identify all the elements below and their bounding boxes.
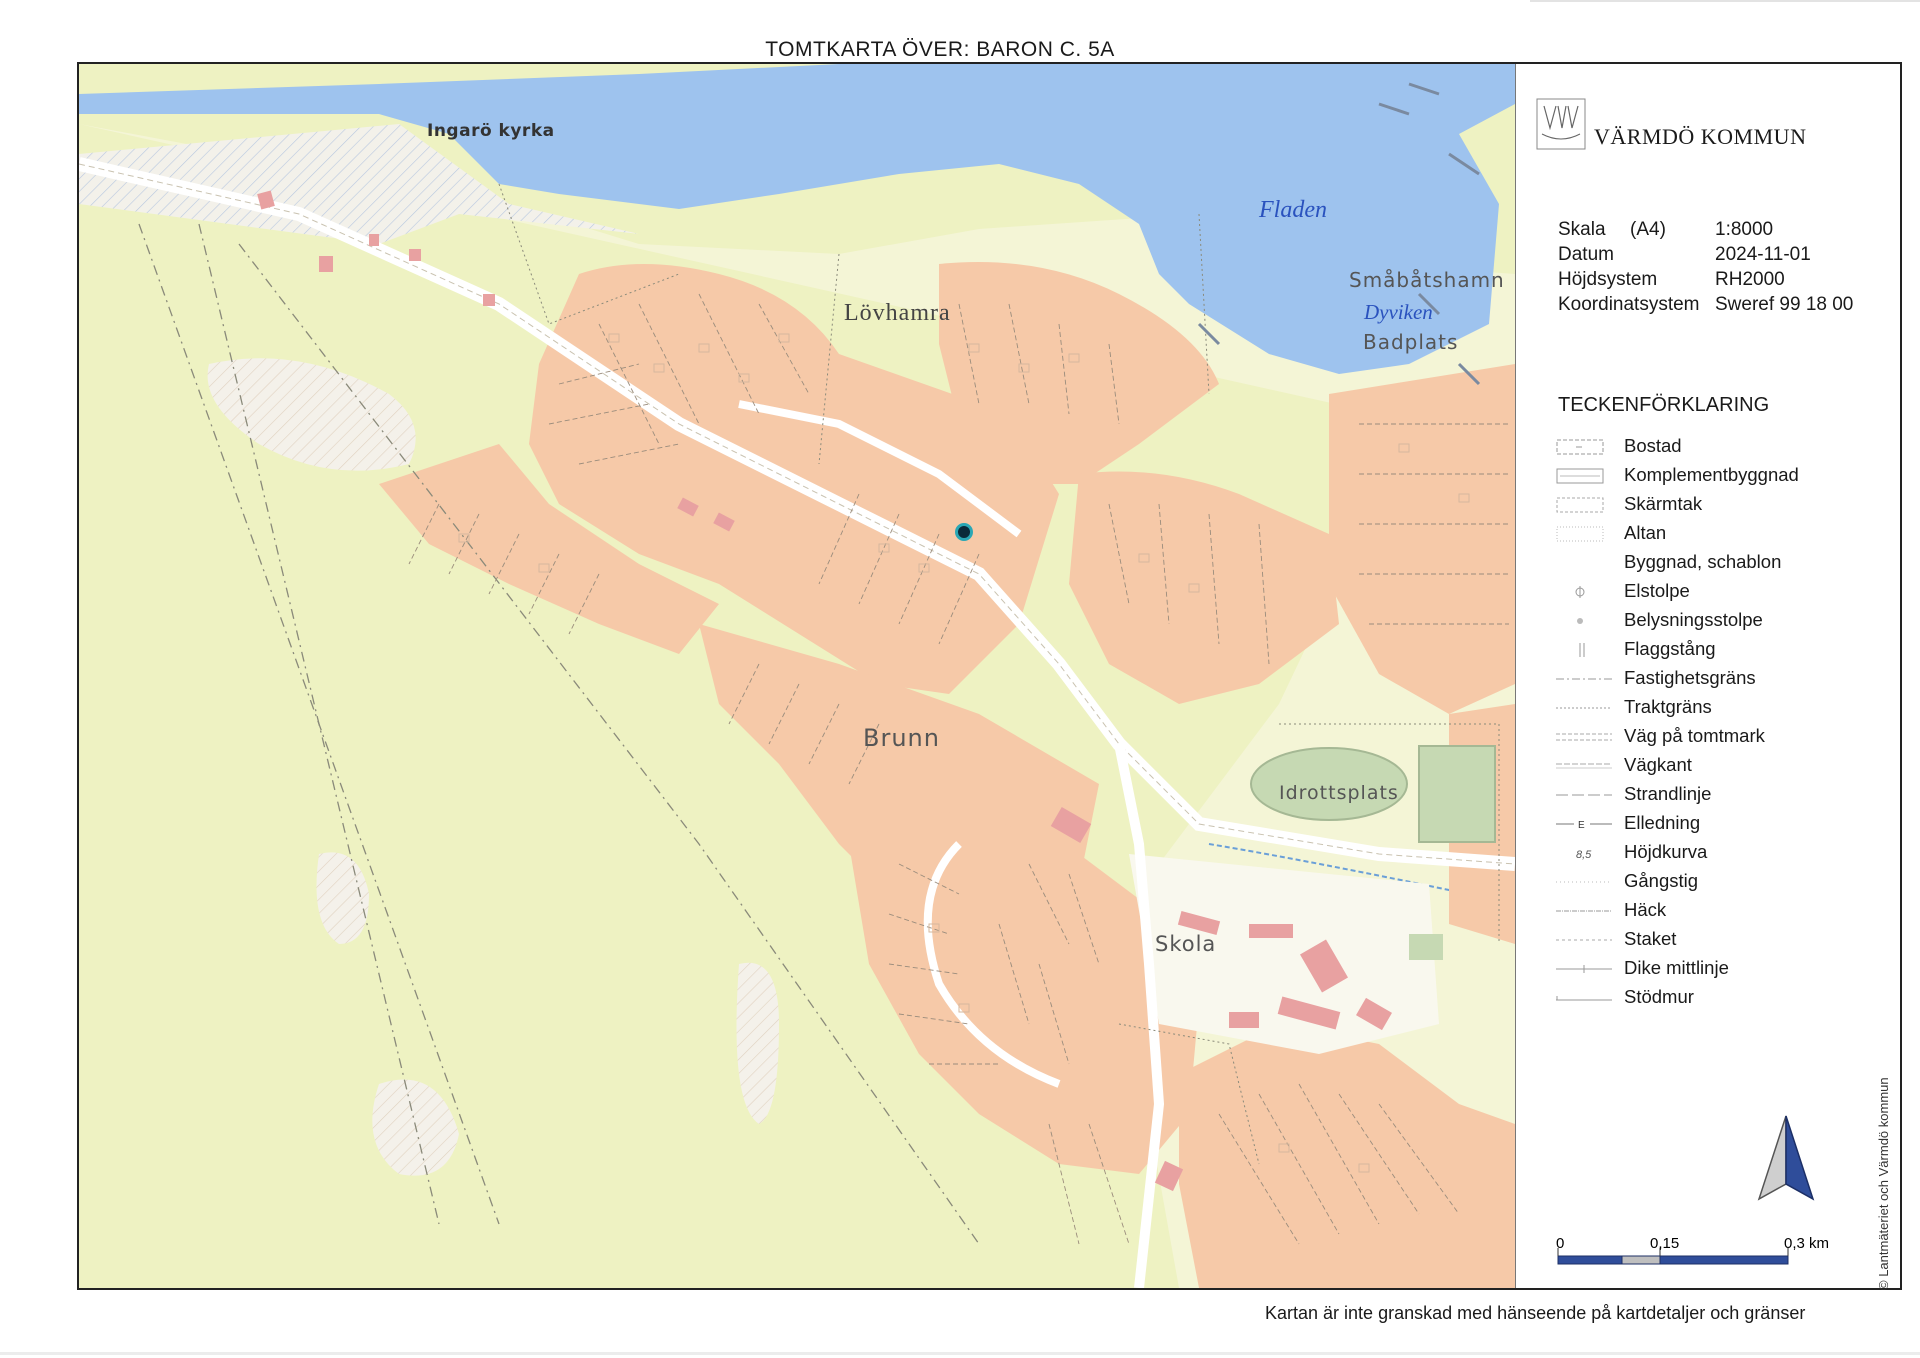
scale-tick-0: 0 — [1556, 1235, 1565, 1252]
legend-label: Vägkant — [1624, 754, 1692, 775]
flag-icon — [1556, 642, 1614, 658]
scale-bar — [1556, 1234, 1856, 1278]
label-beach: Badplats — [1363, 330, 1459, 354]
road-on-lot-line-icon — [1556, 729, 1614, 745]
legend-label: Altan — [1624, 522, 1667, 543]
football-field — [1419, 746, 1495, 842]
fence-line-icon — [1556, 932, 1614, 948]
meta-scale-value: 1:8000 — [1715, 219, 1774, 240]
disclaimer: Kartan är inte granskad med hänseende på kartdetaljer och gränser — [1265, 1303, 1806, 1323]
label-district-south: Brunn — [863, 724, 940, 752]
scale-tick-1: 0,15 — [1650, 1235, 1680, 1252]
scale-tick-2: 0,3 km — [1784, 1235, 1830, 1252]
legend-label: Höjdkurva — [1624, 841, 1708, 862]
legend-item — [1556, 840, 1896, 869]
powerline-icon — [1556, 816, 1614, 832]
building-template-symbol-icon — [1556, 555, 1614, 571]
legend-item — [1556, 637, 1896, 666]
north-arrow-icon — [1751, 1114, 1821, 1204]
residence-symbol-icon — [1556, 439, 1614, 455]
legend-label: Elledning — [1624, 812, 1701, 833]
patio-symbol-icon — [1556, 526, 1614, 542]
legend-label: Dike mittlinje — [1624, 957, 1729, 978]
meta-coord-system-label: Koordinatsystem — [1558, 294, 1700, 315]
organization-name: VÄRMDÖ KOMMUN — [1594, 124, 1807, 149]
meta-date-value: 2024-11-01 — [1715, 244, 1811, 265]
property-location-marker[interactable] — [955, 523, 973, 541]
tract-boundary-line-icon — [1556, 700, 1614, 716]
hedge-line-icon — [1556, 903, 1614, 919]
info-panel — [1516, 64, 1900, 1288]
legend-item — [1556, 608, 1896, 637]
canopy-symbol-icon — [1556, 497, 1614, 513]
label-harbor: Småbåtshamn — [1349, 268, 1505, 292]
map-sheet-frame — [77, 62, 1902, 1290]
legend-item — [1556, 434, 1896, 463]
powerline-mark: E — [1578, 820, 1585, 831]
legend-label: Traktgräns — [1624, 696, 1712, 717]
meta-height-system-value: RH2000 — [1715, 269, 1785, 290]
legend — [1556, 434, 1896, 1014]
contour-icon — [1556, 845, 1614, 861]
legend-item — [1556, 724, 1896, 753]
map-canvas[interactable] — [79, 64, 1516, 1288]
legend-label: Staket — [1624, 928, 1677, 949]
legend-label: Stödmur — [1624, 986, 1694, 1007]
legend-title: TECKENFÖRKLARING — [1558, 394, 1770, 416]
footpath-line-icon — [1556, 874, 1614, 890]
contour-mark: 8,5 — [1576, 849, 1592, 861]
label-school: Skola — [1155, 932, 1217, 956]
legend-item — [1556, 927, 1896, 956]
retaining-wall-line-icon — [1556, 990, 1614, 1006]
legend-label: Komplementbyggnad — [1624, 464, 1799, 485]
legend-item — [1556, 550, 1896, 579]
ditch-line-icon — [1556, 961, 1614, 977]
lamp-icon — [1556, 613, 1614, 629]
label-sports-ground: Idrottsplats — [1279, 782, 1399, 804]
legend-item — [1556, 753, 1896, 782]
legend-label: Flaggstång — [1624, 638, 1716, 659]
municipality-logo-icon — [1536, 98, 1586, 150]
legend-item — [1556, 898, 1896, 927]
road-edge-line-icon — [1556, 758, 1614, 774]
legend-item — [1556, 492, 1896, 521]
legend-item — [1556, 811, 1896, 840]
legend-item — [1556, 869, 1896, 898]
legend-item — [1556, 521, 1896, 550]
label-lake: Fladen — [1259, 197, 1327, 223]
pole-icon — [1556, 584, 1614, 600]
legend-label: Byggnad, schablon — [1624, 551, 1782, 572]
map-title: TOMTKARTA ÖVER: BARON C. 5A — [765, 38, 1115, 61]
legend-label: Fastighetsgräns — [1624, 667, 1756, 688]
scan-edge — [1530, 0, 1920, 2]
legend-item — [1556, 956, 1896, 985]
legend-label: Skärmtak — [1624, 493, 1703, 514]
label-bay: Dyviken — [1364, 300, 1433, 324]
meta-height-system-label: Höjdsystem — [1558, 269, 1658, 290]
scan-edge-bottom — [0, 1352, 1920, 1355]
legend-item — [1556, 695, 1896, 724]
legend-label: Strandlinje — [1624, 783, 1712, 804]
legend-label: Elstolpe — [1624, 580, 1690, 601]
legend-label: Belysningsstolpe — [1624, 609, 1763, 630]
copyright-credit: © Lantmäteriet och Värmdö kommun — [1876, 1077, 1891, 1290]
school-court — [1409, 934, 1443, 960]
legend-label: Häck — [1624, 899, 1667, 920]
legend-label: Gångstig — [1624, 870, 1699, 891]
property-boundary-line-icon — [1556, 671, 1614, 687]
shoreline-line-icon — [1556, 787, 1614, 803]
outbuilding-symbol-icon — [1556, 468, 1614, 484]
legend-item — [1556, 666, 1896, 695]
meta-paper: (A4) — [1630, 219, 1666, 240]
map-graphics — [79, 64, 1515, 1288]
legend-label: Väg på tomtmark — [1624, 725, 1765, 746]
legend-item — [1556, 782, 1896, 811]
legend-item — [1556, 463, 1896, 492]
label-church: Ingarö kyrka — [427, 121, 555, 141]
meta-scale-label: Skala — [1558, 219, 1606, 240]
label-district-north: Lövhamra — [844, 300, 951, 326]
meta-coord-system-value: Sweref 99 18 00 — [1715, 294, 1854, 315]
legend-item — [1556, 579, 1896, 608]
legend-label: Bostad — [1624, 435, 1682, 456]
meta-date-label: Datum — [1558, 244, 1614, 265]
legend-item — [1556, 985, 1896, 1014]
